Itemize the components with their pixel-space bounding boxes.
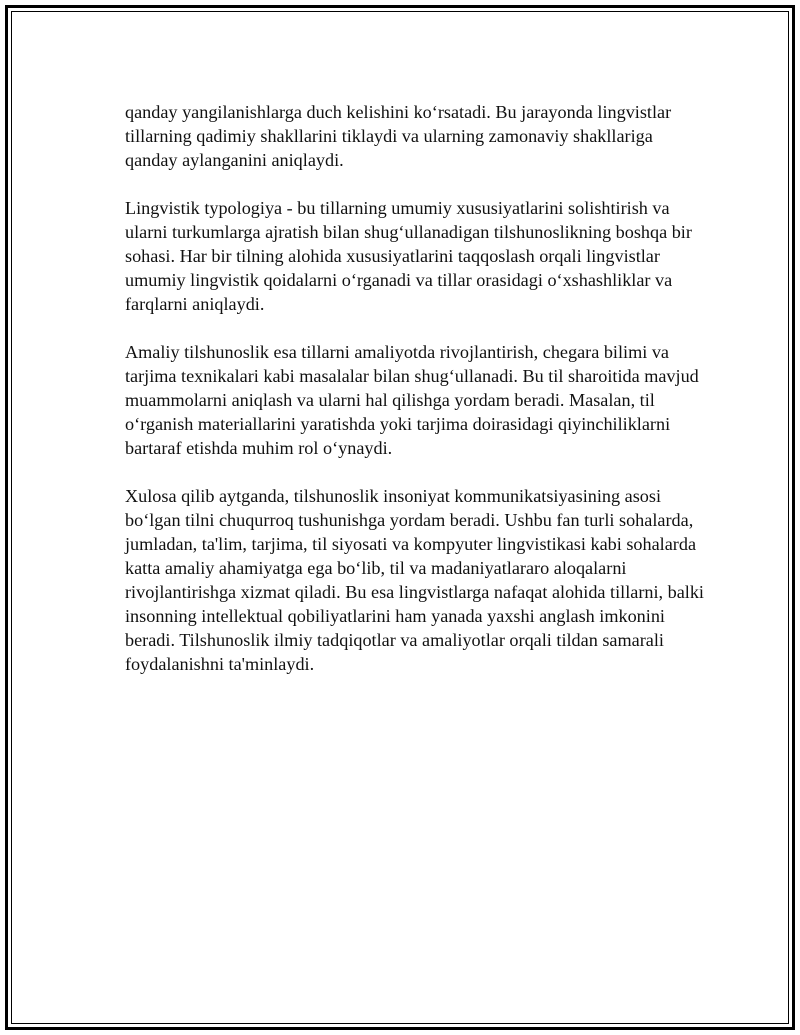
paragraph-4: Xulosa qilib aytganda, tilshunoslik insoniyat kommunikatsiyasining asosi bo‘lgan tilni chuqurroq tushunishga yordam beradi. Ushbu fan turli sohalarda, jumladan, ta'lim, tarjima, til siyosati va kompyuter lingvistikasi kabi sohalarda katta amaliy ahamiyatga ega bo‘lib, til va madaniyatlararo aloqalarni rivojlantirishga xizmat qiladi. Bu esa lingvistlarga nafaqat alohida tillarni, balki insonning intellektual qobiliyatlarini ham yanada yaxshi anglash imkonini beradi. Tilshunoslik ilmiy tadqiqotlar va amaliyotlar orqali tildan samarali foydalanishni ta'minlaydi. [125,486,704,674]
document-body [125,100,705,700]
page-border [5,5,795,1030]
paragraph-1: qanday yangilanishlarga duch kelishini ko‘rsatadi. Bu jarayonda lingvistlar tillarning qadimiy shakllarini tiklaydi va ularning zamonaviy shakllariga qanday aylanganini aniqlaydi. [125,102,672,170]
paragraph-2: Lingvistik typologiya - bu tillarning umumiy xususiyatlarini solishtirish va ularni turkumlarga ajratish bilan shug‘ullanadigan tilshunoslikning boshqa bir sohasi. Har bir tilning alohida xususiyatlarini taqqoslash orqali lingvistlar umumiy lingvistik qoidalarni o‘rganadi va tillar orasidagi o‘xshashliklar va farqlarni aniqlaydi. [125,198,692,314]
paragraph-3: Amaliy tilshunoslik esa tillarni amaliyotda rivojlantirish, chegara bilimi va tarjima texnikalari kabi masalalar bilan shug‘ullanadi. Bu til sharoitida mavjud muammolarni aniqlash va ularni hal qilishga yordam beradi. Masalan, til o‘rganish materiallarini yaratishda yoki tarjima doirasidagi qiyinchiliklarni bartaraf etishda muhim rol o‘ynaydi. [125,342,699,458]
